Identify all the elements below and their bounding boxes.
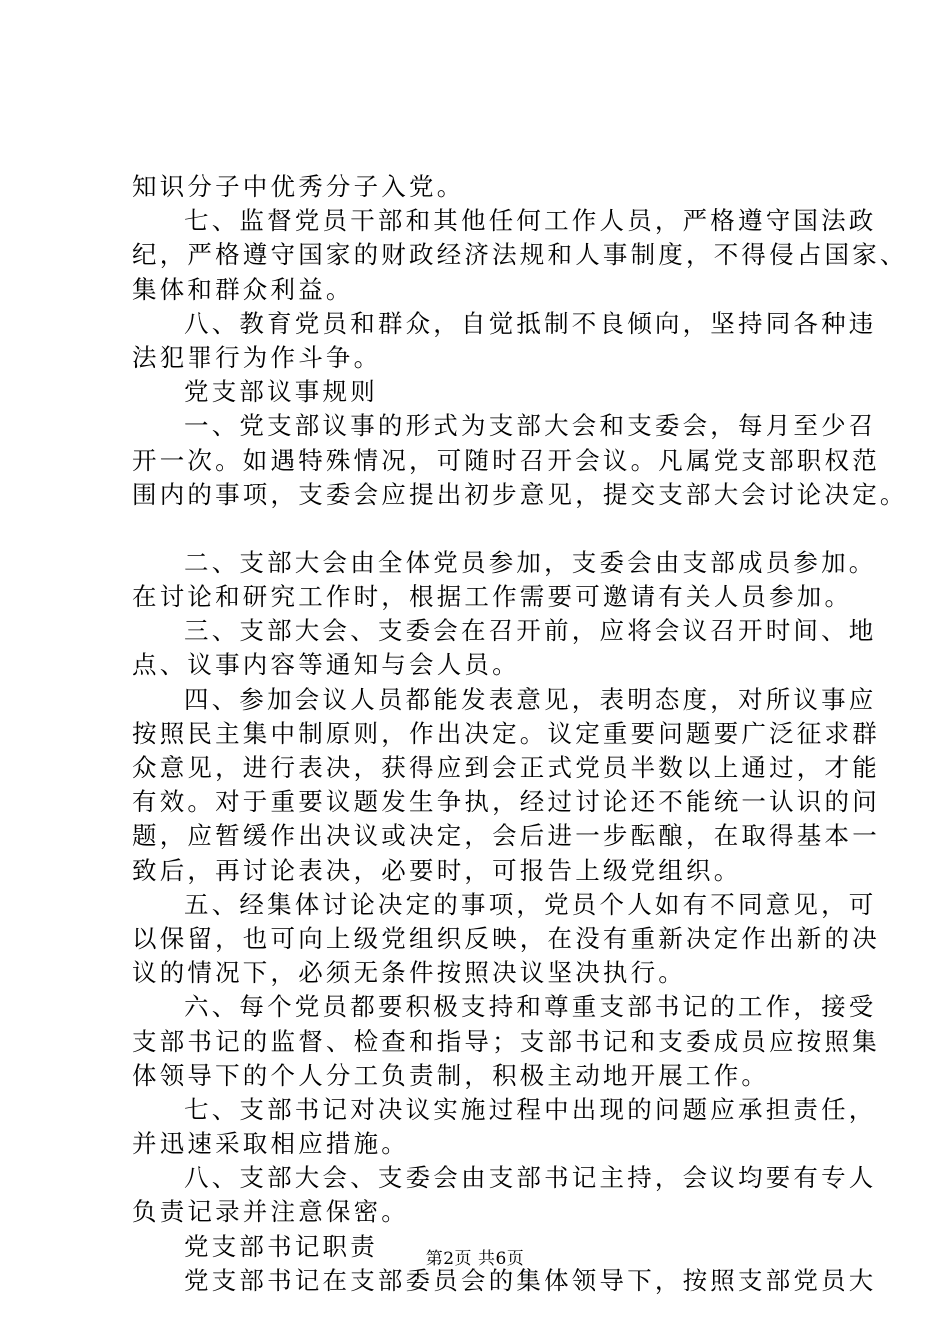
text-line: 在讨论和研究工作时，根据工作需要可邀请有关人员参加。 [132,582,853,612]
text-line: 一、党支部议事的形式为支部大会和支委会，每月至少召 [184,411,877,441]
text-line: 五、经集体讨论决定的事项，党员个人如有不同意见，可 [184,889,877,919]
text-line: 法犯罪行为作斗争。 [132,342,382,372]
text-line: 有效。对于重要议题发生争执，经过讨论还不能统一认识的问 [132,787,880,817]
text-line: 按照民主集中制原则，作出决定。议定重要问题要广泛征求群 [132,718,880,748]
text-line: 并迅速采取相应措施。 [132,1129,409,1159]
text-line: 议的情况下，必须无条件按照决议坚决执行。 [132,958,686,988]
text-line: 三、支部大会、支委会在召开前，应将会议召开时间、地 [184,616,877,646]
paragraph-gap [132,512,832,546]
text-line: 体领导下的个人分工负责制，积极主动地开展工作。 [132,1060,770,1090]
text-line: 八、教育党员和群众，自觉抵制不良倾向，坚持同各种违 [184,308,877,338]
text-line: 众意见，进行表决，获得应到会正式党员半数以上通过，才能 [132,753,880,782]
text-line: 党支部书记在支部委员会的集体领导下，按照支部党员大 [184,1265,877,1295]
page-footer: 第2页 共6页 [425,1249,525,1269]
document-body [132,170,908,1298]
text-line: 负责记录并注意保密。 [132,1197,409,1227]
text-line: 以保留，也可向上级党组织反映，在没有重新决定作出新的决 [132,923,880,953]
text-line: 纪，严格遵守国家的财政经济法规和人事制度，不得侵占国家、 [132,240,908,270]
text-line: 七、监督党员干部和其他任何工作人员，严格遵守国法政 [184,206,877,236]
text-line: 集体和群众利益。 [132,274,354,304]
text-line: 二、支部大会由全体党员参加，支委会由支部成员参加。 [184,547,877,577]
text-line: 党支部书记职责 [184,1231,378,1261]
text-line: 知识分子中优秀分子入党。 [132,172,465,201]
text-line: 党支部议事规则 [184,377,378,407]
text-line: 点、议事内容等通知与会人员。 [132,650,520,680]
text-line: 四、参加会议人员都能发表意见，表明态度，对所议事应 [184,684,877,714]
text-line: 围内的事项，支委会应提出初步意见，提交支部大会讨论决定。 [132,479,908,509]
text-line: 支部书记的监督、检查和指导；支部书记和支委成员应按照集 [132,1026,880,1056]
text-line: 开一次。如遇特殊情况，可随时召开会议。凡属党支部职权范 [132,445,880,475]
text-line: 七、支部书记对决议实施过程中出现的问题应承担责任， [184,1094,877,1124]
text-line: 八、支部大会、支委会由支部书记主持，会议均要有专人 [184,1163,877,1193]
text-line: 致后，再讨论表决，必要时，可报告上级党组织。 [132,855,742,885]
text-line: 六、每个党员都要积极支持和尊重支部书记的工作，接受 [184,992,877,1022]
text-line: 题，应暂缓作出决议或决定，会后进一步酝酿，在取得基本一 [132,821,880,851]
